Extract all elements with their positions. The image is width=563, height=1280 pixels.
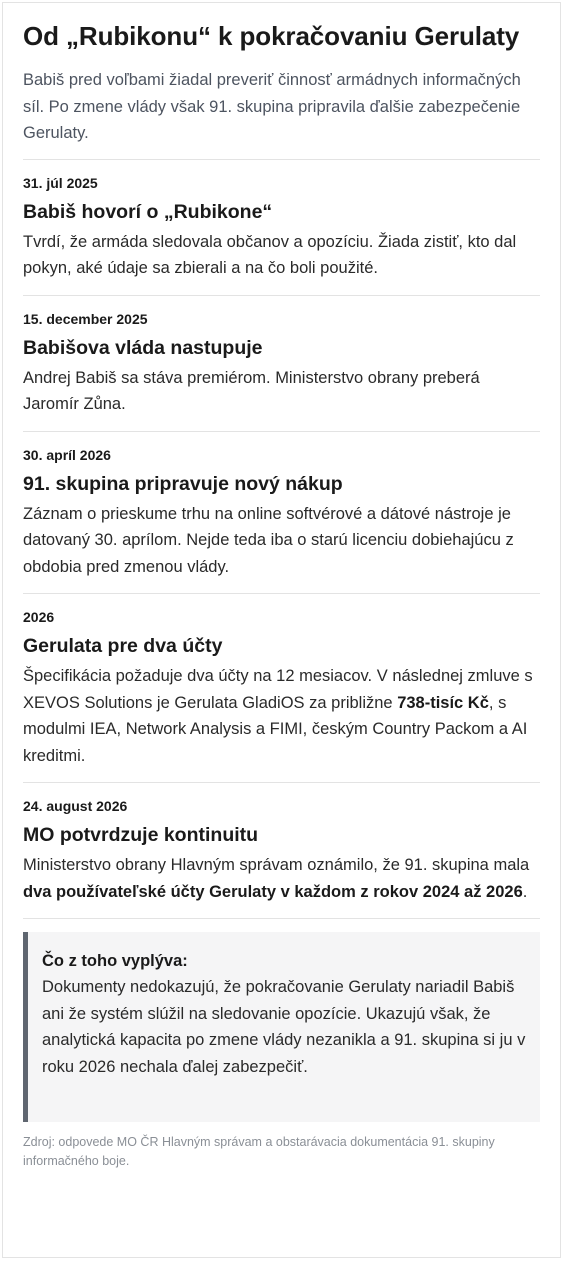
callout-text: Dokumenty nedokazujú, že pokračovanie Gerulaty nariadil Babiš ani že systém slúžil na sledovanie opozície. Ukazujú však, že analytická kapacita po zmene vlády nezanikla a 91. skupina si ju v roku 2026 nechala ďalej zabezpečiť. bbox=[42, 978, 526, 1076]
timeline-event bbox=[23, 432, 540, 595]
event-date: 15. december 2025 bbox=[23, 310, 148, 327]
event-text-emphasis: 738-tisíc Kč bbox=[397, 693, 489, 712]
source-note: Zdroj: odpovede MO ČR Hlavným správam a obstarávacia dokumentácia 91. skupiny informačného boje. bbox=[23, 1135, 495, 1168]
event-text bbox=[23, 663, 540, 769]
timeline-event bbox=[23, 783, 540, 919]
timeline-event bbox=[23, 594, 540, 783]
event-title: Babiš hovorí o „Rubikone“ bbox=[23, 200, 273, 223]
event-text: Tvrdí, že armáda sledovala občanov a opozíciu. Žiada zistiť, kto dal pokyn, aké údaje sa zbierali a na čo boli použité. bbox=[23, 232, 517, 277]
event-title: Gerulata pre dva účty bbox=[23, 635, 223, 657]
timeline-event bbox=[23, 296, 540, 432]
event-date: 31. júl 2025 bbox=[23, 174, 98, 191]
card-content bbox=[3, 3, 560, 1171]
callout-heading: Čo z toho vyplýva: bbox=[42, 952, 188, 970]
event-text-emphasis: dva používateľské účty Gerulaty v každom z rokov 2024 až 2026 bbox=[23, 882, 523, 901]
event-title: Babišova vláda nastupuje bbox=[23, 336, 263, 359]
event-text: Andrej Babiš sa stáva premiérom. Ministerstvo obrany preberá Jaromír Zůna. bbox=[23, 368, 480, 413]
event-date: 24. august 2026 bbox=[23, 798, 128, 814]
conclusion-callout bbox=[23, 932, 540, 1122]
timeline-event bbox=[23, 160, 540, 296]
lead-paragraph: Babiš pred voľbami žiadal preveriť činnosť armádnych informačných síl. Po zmene vlády však 91. skupina pripravila ďalšie zabezpečenie Gerulaty. bbox=[23, 71, 521, 142]
event-date: 2026 bbox=[23, 609, 55, 625]
timeline-card bbox=[2, 2, 561, 1258]
event-text-part: Ministerstvo obrany Hlavným správam oznámilo, že 91. skupina mala bbox=[23, 856, 530, 874]
event-text: Záznam o prieskume trhu na online softvérové a dátové nástroje je datovaný 30. aprílom. Nejde teda iba o starú licenciu dobiehajúcu z obdobia pred zmenou vlády. bbox=[23, 504, 514, 576]
event-text-part: . bbox=[522, 882, 528, 901]
event-text-part: , s modulmi IEA, Network Analysis a FIMI, českým Country Packom a AI kreditmi. bbox=[23, 693, 528, 765]
event-title: MO potvrdzuje kontinuitu bbox=[23, 824, 259, 846]
headline: Od „Rubikonu“ k pokračovaniu Gerulaty bbox=[23, 21, 520, 51]
event-date: 30. apríl 2026 bbox=[23, 446, 111, 463]
event-text-part: Špecifikácia požaduje dva účty na 12 mesiacov. V následnej zmluve s XEVOS Solutions je Gerulata GladiOS za približne bbox=[23, 667, 533, 712]
event-title: 91. skupina pripravuje nový nákup bbox=[23, 472, 343, 495]
event-text bbox=[23, 852, 540, 905]
